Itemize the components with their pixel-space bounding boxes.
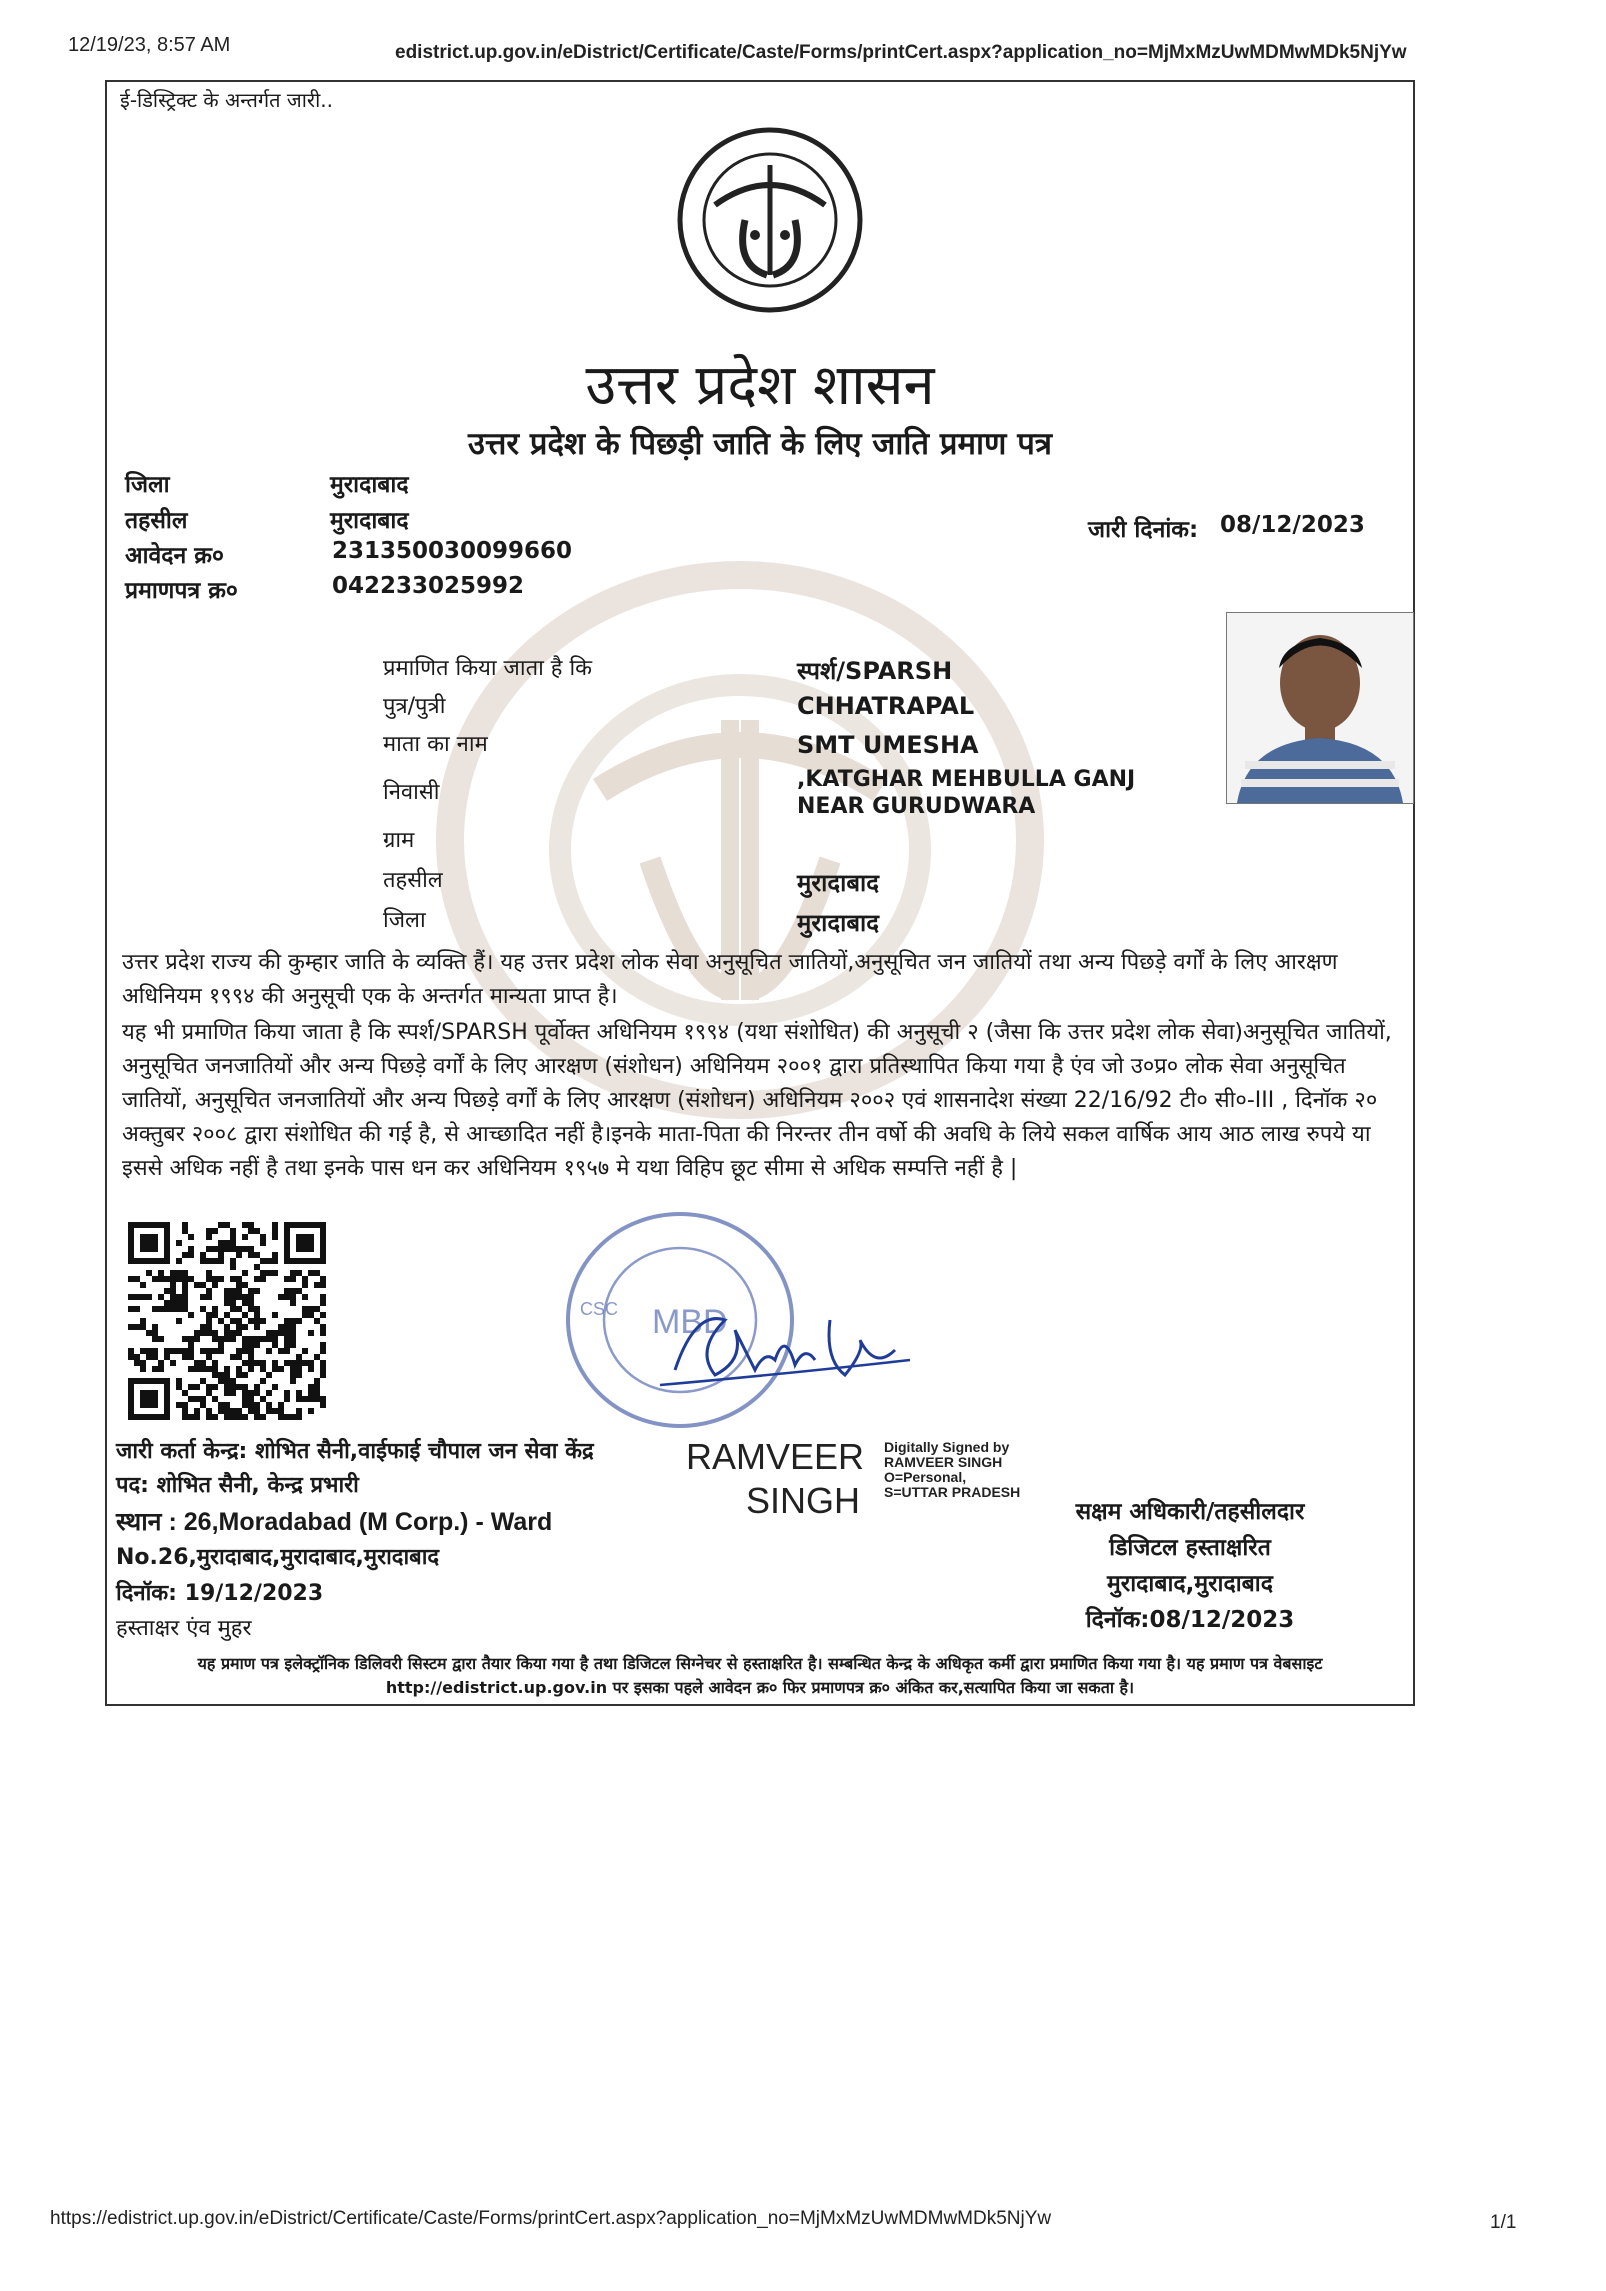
issuer-signature-seal-label: हस्ताक्षर एंव मुहर	[116, 1616, 252, 1641]
person-value-mother: SMT UMESHA	[797, 731, 979, 759]
issue-date-label: जारी दिनांक:	[1088, 517, 1199, 543]
issuer-center: जारी कर्ता केन्द्र: शोभित सैनी,वाईफाई चौपाल जन सेवा केंद्र	[116, 1439, 594, 1464]
meta-label-tehsil: तहसील	[125, 508, 188, 534]
handwritten-signature	[655, 1290, 915, 1400]
applicant-photo	[1226, 612, 1414, 804]
print-page-count: 1/1	[1490, 2212, 1517, 2233]
print-footer-url[interactable]: https://edistrict.up.gov.in/eDistrict/Certificate/Caste/Forms/printCert.aspx?application_no=MjMxMzUwMDMwMDk5NjYw	[50, 2208, 1052, 2229]
certificate-subtitle: उत्तर प्रदेश के पिछड़ी जाति के लिए जाति प्रमाण पत्र	[468, 426, 1052, 462]
print-header-url[interactable]: edistrict.up.gov.in/eDistrict/Certificate/Caste/Forms/printCert.aspx?application_no=MjMxMzUwMDMwMDk5NjYw	[395, 42, 1407, 63]
person-label-certified: प्रमाणित किया जाता है कि	[383, 656, 593, 681]
certificate-paragraph-1: उत्तर प्रदेश राज्य की कुम्हार जाति के व्यक्ति हैं। यह उत्तर प्रदेश लोक सेवा अनुसूचित जातियों,अनुसूचित जन जातियों तथा अन्य पिछड़े वर्गों के लिए आरक्षण अधिनियम १९९४ की अनुसूची एक के अन्तर्गत मान्यता प्राप्त है।	[122, 950, 1338, 1009]
issuer-post: पद: शोभित सैनी, केन्द्र प्रभारी	[116, 1473, 359, 1498]
issuer-place-line2: No.26,मुरादाबाद,मुरादाबाद,मुरादाबाद	[116, 1545, 440, 1570]
print-datetime: 12/19/23, 8:57 AM	[68, 34, 231, 56]
meta-label-application-no: आवेदन क्र०	[125, 543, 224, 569]
meta-value-district: मुरादाबाद	[330, 472, 409, 498]
svg-text:MBD: MBD	[652, 1303, 728, 1341]
person-value-father: CHHATRAPAL	[797, 692, 975, 720]
certificate-footer-note: यह प्रमाण पत्र इलेक्ट्रॉनिक डिलिवरी सिस्टम द्वारा तैयार किया गया है तथा डिजिटल सिग्नेचर से हस्ताक्षरित है। सम्बन्धित केन्द्र के अधिकृत कर्मी द्वारा प्रमाणित किया गया है। यह प्रमाण पत्र वेबसाइट http://edistrict.up.gov.in पर इसका पहले आवेदन क्र० फिर प्रमाणपत्र क्र० अंकित कर,सत्यापित किया जा सकता है।	[197, 1654, 1323, 1697]
stamp-text	[0, 0, 1, 1]
meta-value-certificate-no: 042233025992	[332, 573, 525, 599]
meta-label-district: जिला	[125, 472, 170, 498]
person-value-name: स्पर्श/SPARSH	[797, 657, 953, 685]
authority-designation: सक्षम अधिकारी/तहसीलदार	[1075, 1499, 1305, 1525]
issuer-place-line1: स्थान : 26,Moradabad (M Corp.) - Ward	[116, 1508, 553, 1536]
up-emblem-icon	[675, 125, 865, 315]
issue-date-value: 08/12/2023	[1220, 512, 1365, 538]
gov-title: उत्तर प्रदेश शासन	[585, 353, 935, 418]
digital-signer-last-name: SINGH	[746, 1480, 861, 1521]
svg-text:CSC: CSC	[580, 1299, 619, 1319]
person-value-tehsil: मुरादाबाद	[797, 869, 880, 897]
digital-signer-first-name: RAMVEER	[686, 1436, 865, 1477]
qr-code[interactable]	[128, 1222, 326, 1420]
person-label-tehsil: तहसील	[383, 868, 443, 893]
meta-label-certificate-no: प्रमाणपत्र क्र०	[125, 578, 238, 604]
issued-under-text: ई-डिस्ट्रिक्ट के अन्तर्गत जारी..	[120, 88, 333, 112]
authority-location: मुरादाबाद,मुरादाबाद	[1107, 1571, 1273, 1597]
meta-value-application-no: 231350030099660	[332, 538, 573, 564]
issuer-date: दिनॉक: 19/12/2023	[116, 1581, 324, 1606]
person-label-mother: माता का नाम	[383, 732, 488, 757]
authority-date: दिनॉक:08/12/2023	[1085, 1607, 1295, 1633]
person-value-address: ,KATGHAR MEHBULLA GANJ NEAR GURUDWARA	[797, 767, 1136, 819]
meta-value-tehsil: मुरादाबाद	[330, 508, 409, 534]
person-label-child-of: पुत्र/पुत्री	[383, 694, 446, 719]
person-label-resident: निवासी	[383, 780, 440, 805]
person-label-district: जिला	[383, 908, 426, 933]
person-value-district: मुरादाबाद	[797, 909, 880, 937]
person-label-village: ग्राम	[383, 828, 415, 853]
authority-digital-signed: डिजिटल हस्ताक्षरित	[1109, 1535, 1271, 1561]
certificate-paragraph-2: यह भी प्रमाणित किया जाता है कि स्पर्श/SPARSH पूर्वोक्त अधिनियम १९९४ (यथा संशोधित) की अनुसूची २ (जैसा कि उत्तर प्रदेश लोक सेवा)अनुसूचित जातियों, अनुसूचित जनजातियों और अन्य पिछड़े वर्गों के लिए आरक्षण (संशोधन) अधिनियम २००१ द्वारा प्रतिस्थापित किया गया है एंव जो उ०प्र० लोक सेवा अनुसूचित जातियों, अनुसूचित जनजातियों और अन्य पिछड़े वर्गों के लिए आरक्षण (संशोधन) अधिनियम २००२ एवं शासनादेश संख्या 22/16/92 टी० सी०-III , दिनॉक २० अक्तुबर २००८ द्वारा संशोधित की गई है, से आच्छादित नहीं है।इनके माता-पिता की निरन्तर तीन वर्षो की अवधि के लिये सकल वार्षिक आय आठ लाख रुपये या इससे अधिक नहीं है तथा इनके पास धन कर अधिनियम १९५७ मे यथा विहिप छूट सीमा से अधिक सम्पत्ति नहीं है |	[122, 1020, 1392, 1181]
digital-signature-details: Digitally Signed by RAMVEER SINGH O=Personal, S=UTTAR PRADESH	[884, 1439, 1021, 1500]
